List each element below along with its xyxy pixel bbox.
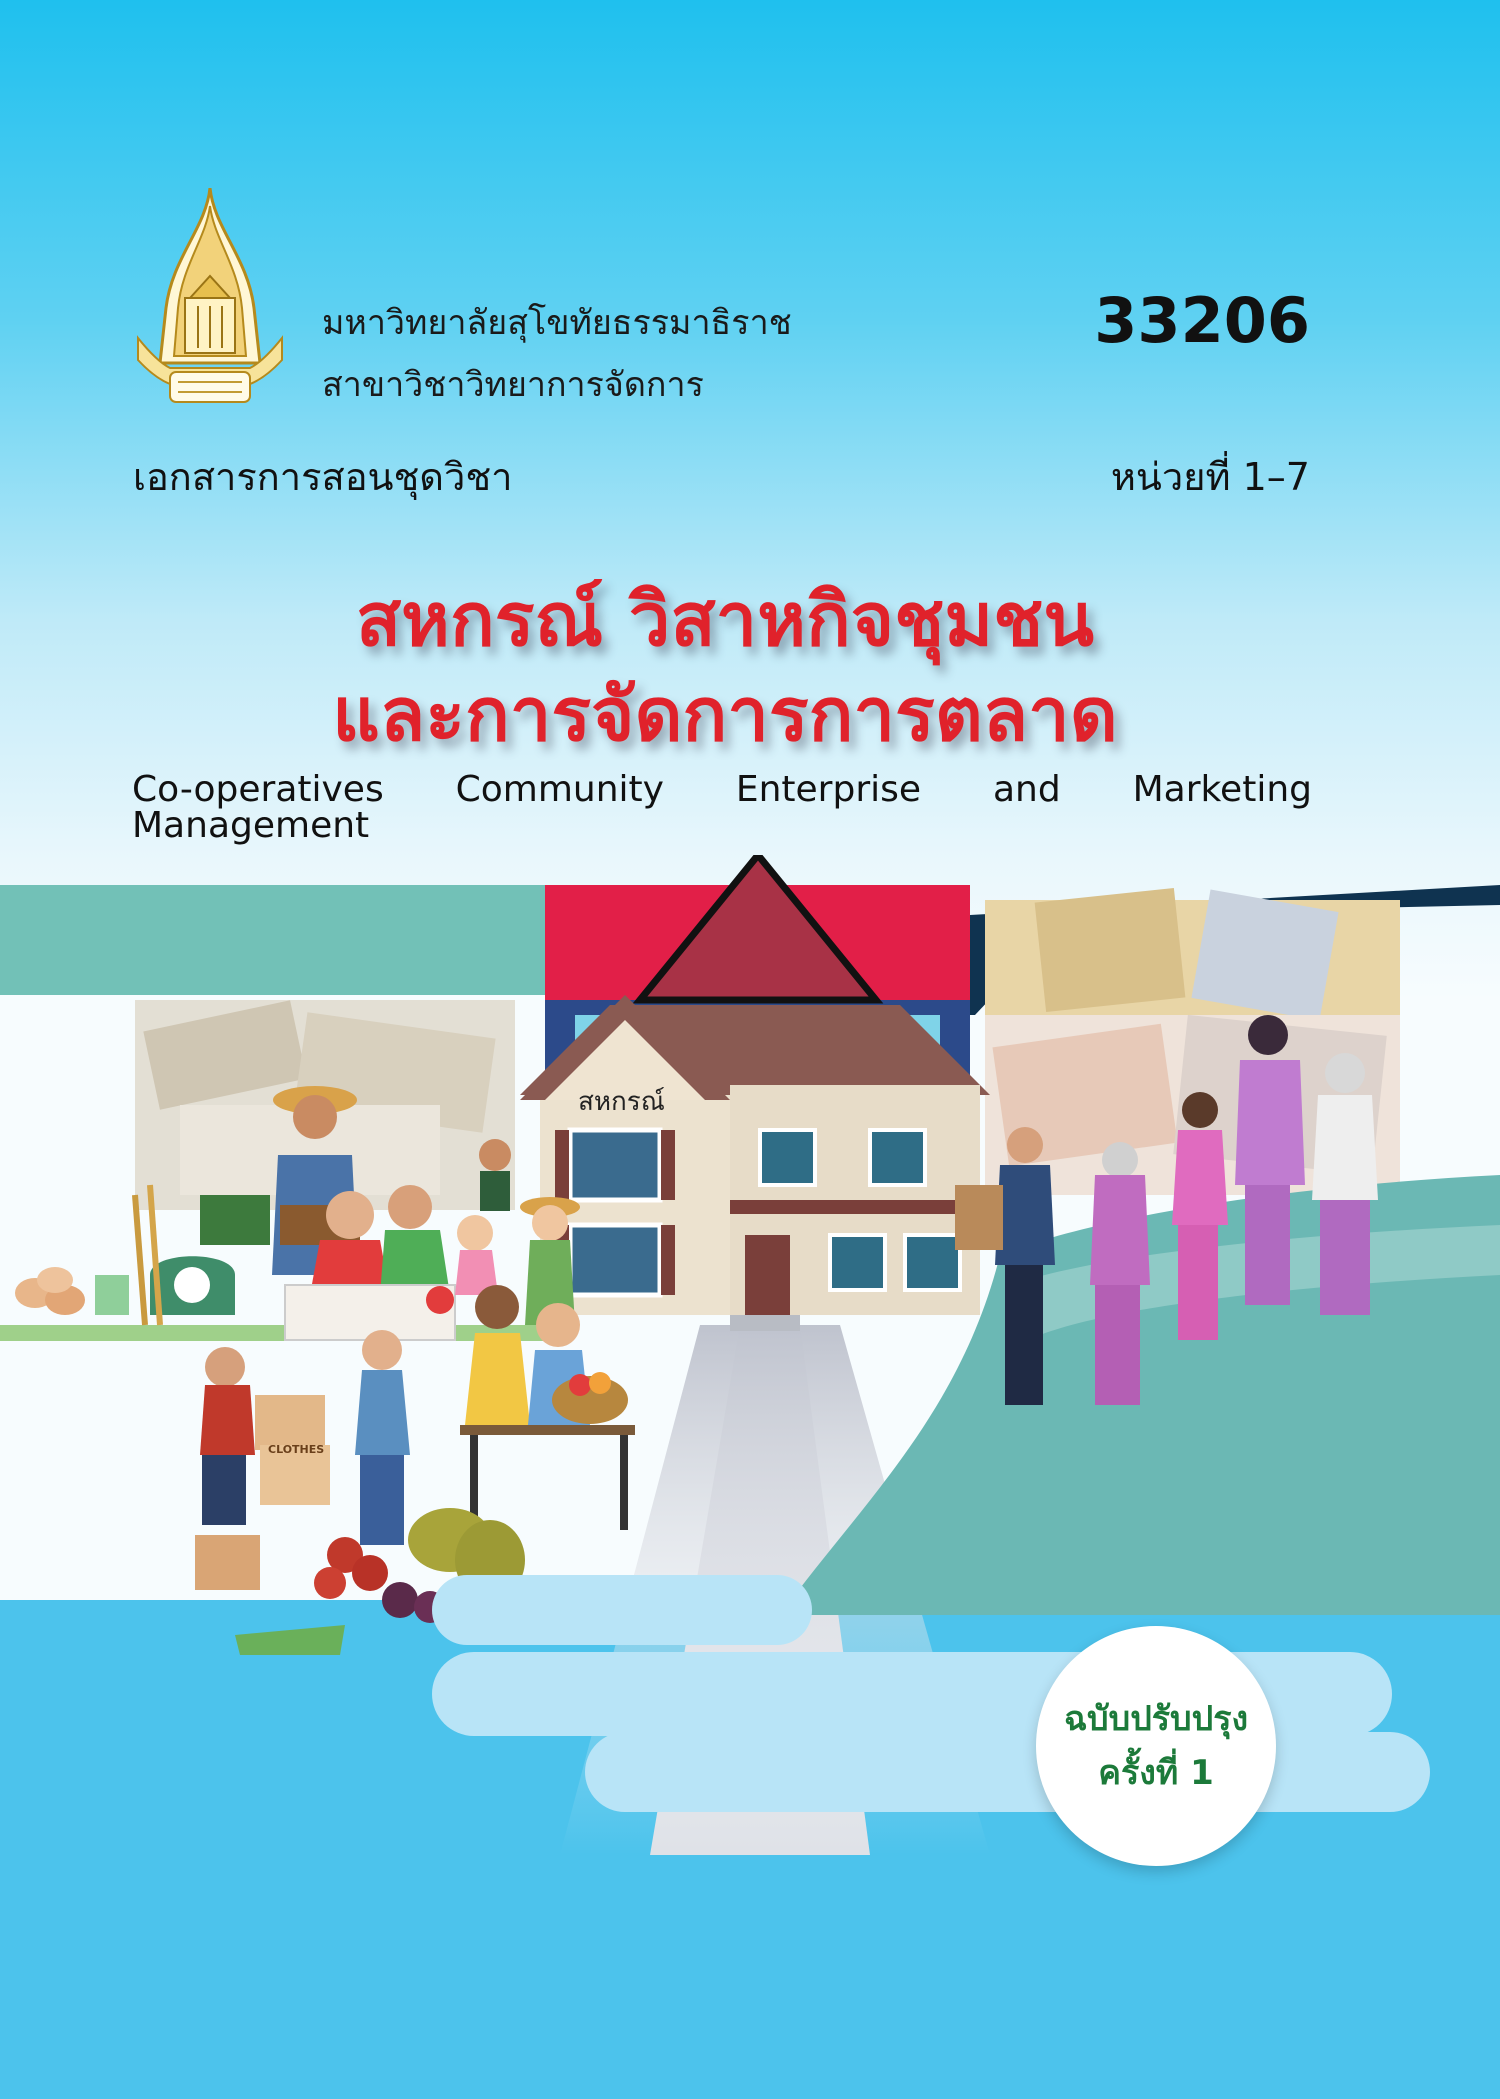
house-sign: สหกรณ์: [578, 1087, 665, 1117]
edition-line-2: ครั้งที่ 1: [1098, 1753, 1214, 1793]
edition-badge: [1036, 1626, 1276, 1866]
university-emblem-icon: [130, 188, 290, 410]
document-type: เอกสารการสอนชุดวิชา: [133, 455, 513, 499]
edition-line-1: ฉบับปรับปรุง: [1063, 1698, 1249, 1739]
fruit-vendors-icon: [460, 1285, 635, 1530]
cooperative-house-icon: [520, 995, 990, 1331]
delivery-workers-icon: [195, 1330, 410, 1590]
unit-range: หน่วยที่ 1–7: [1110, 455, 1310, 499]
course-code: 33206: [1094, 284, 1310, 357]
teal-band: [0, 885, 545, 995]
cloud-shape: [585, 1732, 1430, 1812]
english-subtitle: Co-operatives Community Enterprise and Marketing Management: [132, 769, 1312, 846]
box-label: CLOTHES: [268, 1443, 325, 1456]
title-line-2: และการจัดการการตลาด: [332, 672, 1118, 758]
title-line-1: สหกรณ์ วิสาหกิจชุมชน: [356, 577, 1094, 663]
cloud-shape: [432, 1575, 812, 1645]
university-name: มหาวิทยาลัยสุโขทัยธรรมาธิราช: [322, 303, 792, 343]
department-name: สาขาวิชาวิทยาการจัดการ: [322, 365, 704, 405]
